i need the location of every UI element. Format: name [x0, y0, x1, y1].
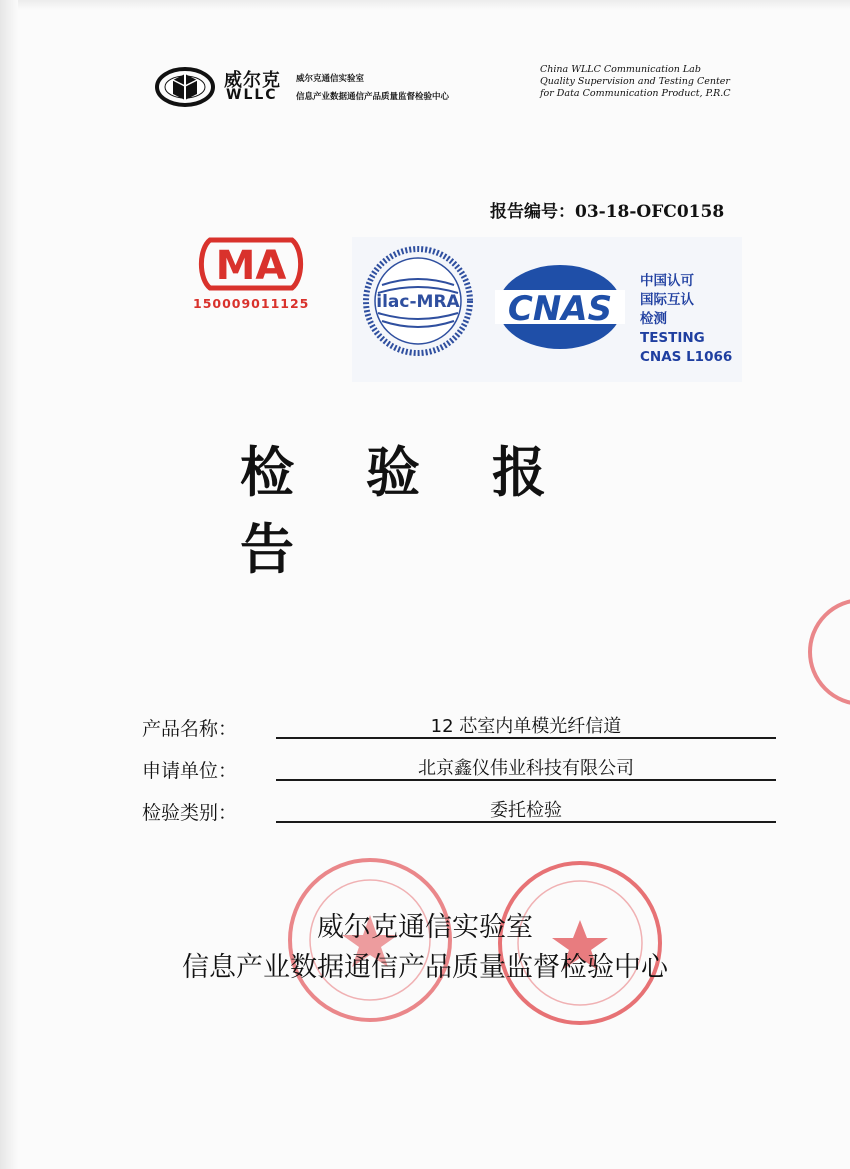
report-number: 报告编号：03-18-OFC0158 — [490, 202, 725, 222]
field-underline — [276, 737, 776, 739]
cma-mark-icon — [192, 236, 310, 292]
cma-mark-text: MA — [215, 243, 287, 289]
field-underline — [276, 821, 776, 823]
field-value-applicant: 北京鑫仪伟业科技有限公司 — [418, 758, 634, 779]
cnas-logo-text: CNAS — [507, 289, 613, 329]
cnas-line: 国际互认 — [640, 292, 694, 308]
english-line: China WLLC Communication Lab — [540, 64, 701, 75]
footer-lab-name: 威尔克通信实验室 — [317, 912, 533, 943]
scan-edge-left — [0, 0, 18, 1169]
cnas-line: CNAS L1066 — [640, 349, 733, 365]
center-name-cn: 信息产业数据通信产品质量监督检验中心 — [296, 92, 450, 102]
cma-number: 150009011125 — [193, 296, 310, 311]
page-title: 检验报告 — [240, 440, 618, 581]
cnas-line: 中国认可 — [640, 273, 694, 289]
footer-center-name: 信息产业数据通信产品质量监督检验中心 — [182, 952, 668, 983]
cnas-info — [640, 272, 732, 367]
field-label-product: 产品名称： — [142, 718, 238, 740]
logo-en-text: WLLC — [226, 87, 278, 103]
edge-stamp — [808, 598, 850, 706]
ilac-label: ilac-MRA — [376, 292, 460, 312]
scan-edge-top — [0, 0, 850, 10]
field-label-category: 检验类别： — [142, 802, 238, 824]
field-label-applicant: 申请单位： — [142, 760, 238, 782]
field-underline — [276, 779, 776, 781]
cnas-logo-icon — [495, 262, 625, 352]
english-line: for Data Communication Product, P.R.C — [540, 88, 731, 99]
english-line: Quality Supervision and Testing Center — [540, 76, 730, 87]
lab-name-cn: 威尔克通信实验室 — [296, 74, 365, 84]
wllc-logo-icon — [155, 66, 215, 108]
ilac-mra-icon — [362, 245, 474, 357]
field-value-product: 12 芯室内单模光纤信道 — [430, 716, 622, 737]
english-lab-name — [540, 64, 731, 100]
cnas-line: 检测 — [640, 311, 667, 327]
cnas-line: TESTING — [640, 330, 705, 346]
logo-cn-text: 威尔克 — [224, 70, 281, 91]
field-value-category: 委托检验 — [490, 800, 562, 821]
